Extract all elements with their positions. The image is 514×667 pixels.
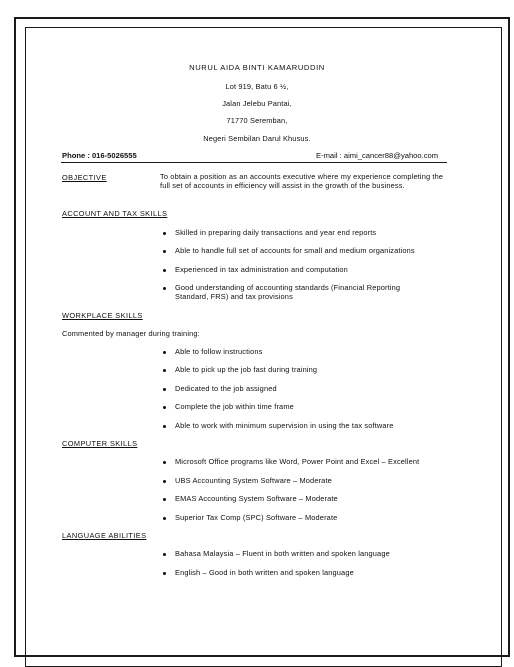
- list-item: Able to pick up the job fast during training: [175, 365, 318, 374]
- bullet-icon: [163, 250, 166, 253]
- list-item: English – Good in both written and spoken language: [175, 568, 354, 577]
- bullet-icon: [163, 517, 166, 520]
- objective-heading: OBJECTIVE: [62, 173, 107, 182]
- bullet-icon: [163, 425, 166, 428]
- list-item: UBS Accounting System Software – Moderate: [175, 476, 332, 485]
- list-item: Able to handle full set of accounts for small and medium organizations: [175, 246, 415, 255]
- header-divider: [61, 162, 447, 163]
- bullet-icon: [163, 232, 166, 235]
- bullet-icon: [163, 406, 166, 409]
- list-item: Able to work with minimum supervision in using the tax software: [175, 421, 394, 430]
- account-skills-heading: ACCOUNT AND TAX SKILLS: [62, 209, 168, 218]
- bullet-icon: [163, 572, 166, 575]
- list-item: Skilled in preparing daily transactions and year end reports: [175, 228, 377, 237]
- workplace-skills-heading: WORKPLACE SKILLS: [62, 311, 143, 320]
- objective-text: To obtain a position as an accounts executive where my experience completing the full set of accounts in efficiency will assist in the growth of the business.: [160, 172, 444, 190]
- list-item: Experienced in tax administration and computation: [175, 265, 348, 274]
- address-line-2: Jalan Jelebu Pantai,: [222, 99, 292, 108]
- bullet-icon: [163, 269, 166, 272]
- language-heading: LANGUAGE ABILITIES: [62, 531, 147, 540]
- bullet-icon: [163, 388, 166, 391]
- address-line-3: 71770 Seremban,: [226, 116, 288, 125]
- list-item: Dedicated to the job assigned: [175, 384, 277, 393]
- email: E-mail : aimi_cancer88@yahoo.com: [316, 151, 439, 160]
- list-item: Bahasa Malaysia – Fluent in both written and spoken language: [175, 549, 390, 558]
- bullet-icon: [163, 287, 166, 290]
- bullet-icon: [163, 480, 166, 483]
- address-line-4: Negeri Sembilan Darul Khusus.: [203, 134, 311, 143]
- list-item: Complete the job within time frame: [175, 402, 294, 411]
- list-item: Superior Tax Comp (SPC) Software – Moderate: [175, 513, 338, 522]
- bullet-icon: [163, 498, 166, 501]
- list-item: Good understanding of accounting standards (Financial Reporting Standard, FRS) and tax provisions: [175, 283, 401, 301]
- list-item: Microsoft Office programs like Word, Power Point and Excel – Excellent: [175, 457, 420, 466]
- bullet-icon: [163, 369, 166, 372]
- address-line-1: Lot 919, Batu 6 ½,: [225, 82, 289, 91]
- bullet-icon: [163, 553, 166, 556]
- list-item: Able to follow instructions: [175, 347, 263, 356]
- workplace-intro: Commented by manager during training:: [62, 329, 200, 338]
- bullet-icon: [163, 461, 166, 464]
- candidate-name: NURUL AIDA BINTI KAMARUDDIN: [189, 63, 325, 72]
- list-item: EMAS Accounting System Software – Moderate: [175, 494, 338, 503]
- phone: Phone : 016-5026555: [62, 151, 137, 160]
- computer-skills-heading: COMPUTER SKILLS: [62, 439, 138, 448]
- bullet-icon: [163, 351, 166, 354]
